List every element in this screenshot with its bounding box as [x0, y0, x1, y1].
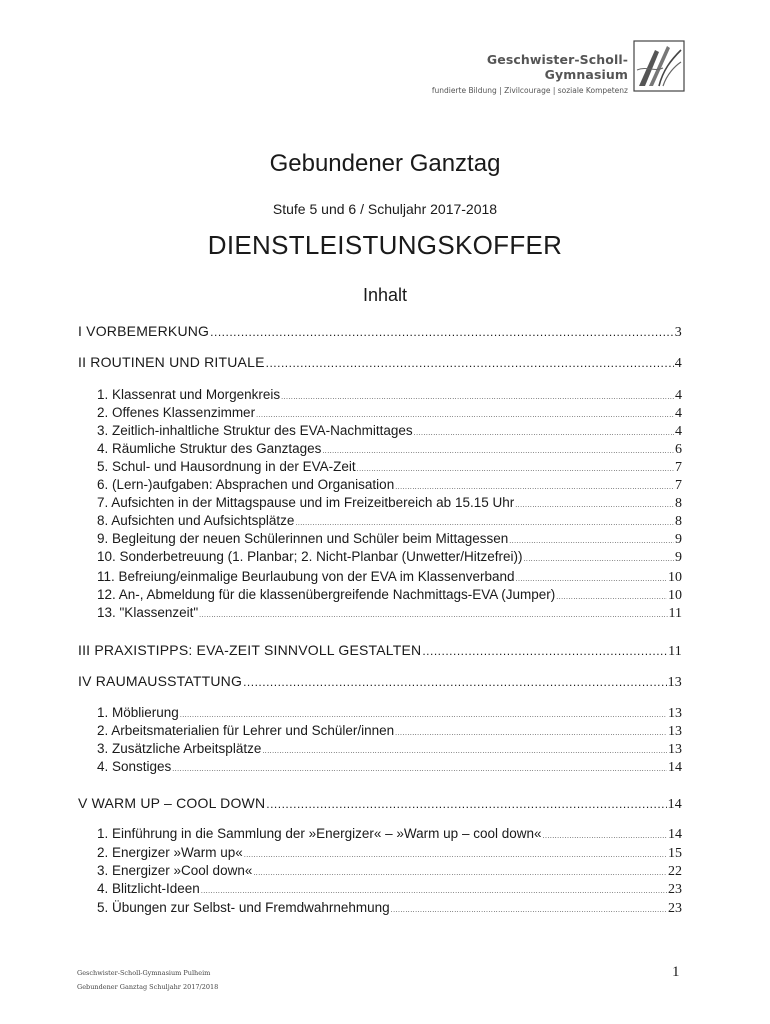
toc-page-number: 23: [668, 882, 682, 897]
toc-page-number: 22: [668, 864, 682, 879]
footer-school: Geschwister-Scholl-Gymnasium Pulheim: [77, 969, 211, 977]
page-number: 1: [672, 964, 680, 980]
toc-item-label: 7. Aufsichten in der Mittagspause und im Freizeitbereich ab 15.15 Uhr: [97, 495, 515, 510]
toc-item[interactable]: [97, 441, 682, 458]
toc-leader: [172, 759, 667, 774]
toc-page-number: 13: [668, 742, 682, 757]
toc-item-label: 6. (Lern-)aufgaben: Absprachen und Organisation: [97, 477, 395, 492]
toc-page-number: 13: [667, 675, 682, 690]
toc-page-number: 9: [675, 532, 682, 547]
toc-leader: [266, 354, 674, 370]
document-subtitle: Stufe 5 und 6 / Schuljahr 2017-2018: [272, 201, 498, 217]
toc-page-number: 4: [675, 424, 682, 439]
toc-item-label: 4. Blitzlicht-Ideen: [97, 881, 200, 896]
toc-item-label: 2. Offenes Klassenzimmer: [97, 405, 256, 420]
toc-section-label: IV RAUMAUSSTATTUNG: [78, 673, 243, 689]
toc-item[interactable]: [97, 826, 682, 843]
toc-section-label: III PRAXISTIPPS: EVA-ZEIT SINNVOLL GESTALTEN: [78, 642, 422, 658]
toc-item[interactable]: [97, 495, 682, 512]
toc-page-number: 13: [668, 706, 682, 721]
toc-section[interactable]: [78, 673, 682, 691]
toc-title: Inhalt: [362, 285, 408, 305]
toc-page-number: 4: [675, 406, 682, 421]
toc-item-label: 5. Übungen zur Selbst- und Fremdwahrnehmung: [97, 900, 390, 915]
document-heading: DIENSTLEISTUNGSKOFFER: [207, 230, 563, 260]
toc-item[interactable]: [97, 900, 682, 917]
toc-section-label: II ROUTINEN UND RITUALE: [78, 354, 265, 370]
toc-leader: [322, 441, 674, 456]
toc-page-number: 4: [675, 388, 682, 403]
toc-section[interactable]: [78, 323, 682, 341]
toc-page-number: 11: [668, 606, 682, 621]
toc-leader: [357, 459, 674, 474]
toc-item[interactable]: [97, 705, 682, 722]
toc-item-label: 2. Energizer »Warm up«: [97, 845, 243, 860]
toc-item[interactable]: [97, 759, 682, 776]
toc-leader: [281, 387, 674, 402]
toc-item-label: 1. Klassenrat und Morgenkreis: [97, 387, 281, 402]
school-name: Geschwister-Scholl-Gymnasium: [486, 52, 628, 82]
toc-item[interactable]: [97, 881, 682, 898]
toc-leader: [395, 723, 667, 738]
toc-item[interactable]: [97, 741, 682, 758]
toc-item-label: 10. Sonderbetreuung (1. Planbar; 2. Nicht-Planbar (Unwetter/Hitzefrei)): [97, 549, 523, 564]
toc-page-number: 8: [675, 496, 682, 511]
toc-item-label: 8. Aufsichten und Aufsichtsplätze: [97, 513, 295, 528]
toc-leader: [515, 495, 674, 510]
toc-item-label: 12. An-, Abmeldung für die klassenübergreifende Nachmittags-EVA (Jumper): [97, 587, 556, 602]
toc-page-number: 11: [668, 644, 682, 659]
footer-document: Gebundener Ganztag Schuljahr 2017/2018: [77, 983, 219, 991]
toc-item[interactable]: [97, 605, 682, 622]
toc-leader: [422, 642, 667, 658]
toc-leader: [201, 881, 667, 896]
toc-item-label: 5. Schul- und Hausordnung in der EVA-Zeit: [97, 459, 356, 474]
toc-item-label: 11. Befreiung/einmalige Beurlaubung von der EVA im Klassenverband: [97, 569, 515, 584]
toc-page-number: 7: [675, 460, 682, 475]
toc-page-number: 15: [668, 846, 682, 861]
toc-leader: [295, 513, 674, 528]
toc-page-number: 23: [668, 901, 682, 916]
toc-leader: [509, 531, 674, 546]
toc-leader: [266, 795, 666, 811]
toc-leader: [414, 423, 674, 438]
toc-item-label: 4. Räumliche Struktur des Ganztages: [97, 441, 322, 456]
toc-leader: [253, 863, 667, 878]
toc-page-number: 10: [668, 570, 682, 585]
toc-item[interactable]: [97, 423, 682, 440]
toc-item[interactable]: [97, 477, 682, 494]
toc-item[interactable]: [97, 405, 682, 422]
toc-item[interactable]: [97, 587, 682, 604]
toc-item[interactable]: [97, 723, 682, 740]
toc-item-label: 3. Energizer »Cool down«: [97, 863, 253, 878]
toc-page-number: 6: [675, 442, 682, 457]
document-title: Gebundener Ganztag: [269, 150, 501, 177]
toc-section[interactable]: [78, 642, 682, 660]
toc-leader: [391, 900, 667, 915]
school-tagline: fundierte Bildung | Zivilcourage | soziale Kompetenz: [431, 86, 628, 95]
toc-item-label: 2. Arbeitsmaterialien für Lehrer und Schüler/innen: [97, 723, 395, 738]
toc-page-number: 10: [668, 588, 682, 603]
toc-item-label: 9. Begleitung der neuen Schülerinnen und Schüler beim Mittagessen: [97, 531, 509, 546]
toc-leader: [543, 826, 668, 841]
toc-leader: [199, 605, 667, 620]
toc-item[interactable]: [97, 549, 682, 566]
toc-item[interactable]: [97, 845, 682, 862]
toc-page-number: 3: [674, 325, 682, 340]
toc-page-number: 9: [675, 550, 682, 565]
toc-leader: [523, 549, 674, 564]
toc-item[interactable]: [97, 513, 682, 530]
toc-section-label: V WARM UP – COOL DOWN: [78, 795, 266, 811]
toc-page-number: 4: [674, 356, 682, 371]
toc-leader: [262, 741, 667, 756]
toc-item-label: 1. Möblierung: [97, 705, 179, 720]
toc-leader: [556, 587, 667, 602]
toc-item-label: 1. Einführung in die Sammlung der »Energizer« – »Warm up – cool down«: [97, 826, 542, 841]
toc-leader: [244, 845, 667, 860]
toc-item[interactable]: [97, 863, 682, 880]
toc-item-label: 4. Sonstiges: [97, 759, 172, 774]
toc-leader: [210, 323, 674, 339]
toc-item[interactable]: [97, 459, 682, 476]
toc-section[interactable]: [78, 354, 682, 372]
toc-leader: [395, 477, 674, 492]
toc-leader: [256, 405, 674, 420]
toc-page-number: 8: [675, 514, 682, 529]
toc-page-number: 14: [668, 827, 682, 842]
toc-item-label: 13. "Klassenzeit": [97, 605, 199, 620]
toc-item[interactable]: [97, 531, 682, 548]
toc-page-number: 13: [668, 724, 682, 739]
toc-item[interactable]: [97, 387, 682, 404]
toc-leader: [243, 673, 667, 689]
toc-page-number: 14: [667, 797, 682, 812]
toc-section-label: I VORBEMERKUNG: [78, 323, 210, 339]
toc-page-number: 14: [668, 760, 682, 775]
toc-item-label: 3. Zusätzliche Arbeitsplätze: [97, 741, 262, 756]
toc-leader: [516, 569, 667, 584]
toc-item-label: 3. Zeitlich-inhaltliche Struktur des EVA-Nachmittages: [97, 423, 413, 438]
toc-page-number: 7: [675, 478, 682, 493]
toc-item[interactable]: [97, 569, 682, 586]
toc-leader: [180, 705, 667, 720]
toc-section[interactable]: [78, 795, 682, 813]
